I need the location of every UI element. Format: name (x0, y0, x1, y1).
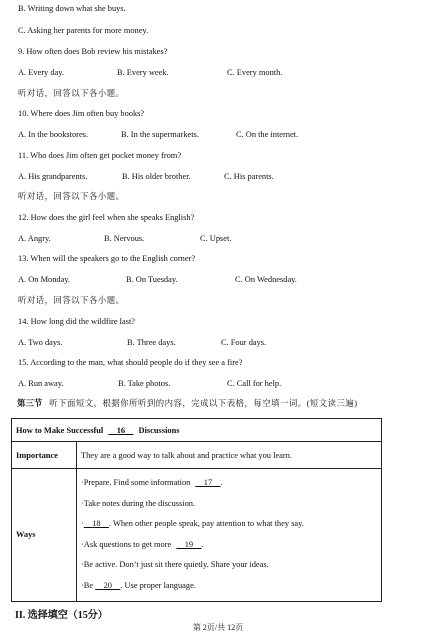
way-listen: · 18 . When other people speak, pay attention to what they say. (81, 519, 304, 529)
question-10: 10. Where does Jim often buy books? (18, 109, 145, 118)
question-11: 11. Who does Jim often get pocket money from? (18, 151, 182, 160)
q10-option-a: A. In the bookstores. (18, 130, 89, 139)
discussion-table (11, 418, 382, 602)
blank-18[interactable] (84, 519, 109, 528)
table-title (12, 419, 382, 442)
q11-option-b: B. His older brother. (122, 172, 191, 181)
importance-row (12, 442, 382, 469)
way-be-polite-text: . Use proper language. (120, 580, 196, 590)
question-15: 15. According to the man, what should people do if they see a fire? (18, 358, 243, 367)
q9-option-a: A. Every day. (18, 68, 64, 77)
section-3-label: 第三节 (17, 399, 43, 408)
blank-16-number: 16 (116, 425, 126, 435)
section-2-heading: II. 选择填空（15分） (15, 610, 108, 621)
listen-instruction-2: 听对话，回答以下各小题。 (18, 192, 125, 201)
question-9: 9. How often does Bob review his mistakes? (18, 47, 168, 56)
way-ask-text: ·Ask questions to get more (81, 539, 172, 549)
q12-option-a: A. Angry. (18, 234, 51, 243)
q13-option-b: B. On Tuesday. (126, 275, 178, 284)
option-c-asking: C. Asking her parents for more money. (18, 26, 149, 35)
table-title-prefix: How to Make Successful (16, 425, 104, 435)
ways-label: Ways (12, 469, 77, 602)
q9-option-c: C. Every month. (227, 68, 283, 77)
ways-row (12, 469, 382, 602)
q11-option-a: A. His grandparents. (18, 172, 88, 181)
table-title-row (12, 419, 382, 442)
way-be-active: ·Be active. Don’t just sit there quietly. Share your ideas. (81, 560, 269, 570)
importance-label: Importance (12, 442, 77, 469)
blank-20-number: 20 (103, 580, 112, 590)
q14-option-b: B. Three days. (127, 338, 176, 347)
blank-18-number: 18 (92, 519, 101, 529)
way-be-text: ·Be (81, 580, 94, 590)
q14-option-c: C. Four days. (221, 338, 267, 347)
listen-instruction-1: 听对话，回答以下各小题。 (18, 89, 125, 98)
q10-option-b: B. In the supermarkets. (121, 130, 199, 139)
option-b-writing: B. Writing down what she buys. (18, 4, 126, 13)
q15-option-c: C. Call for help. (227, 379, 282, 388)
question-12: 12. How does the girl feel when she speaks English? (18, 213, 195, 222)
way-be-polite (81, 576, 377, 597)
blank-19-number: 19 (184, 539, 194, 549)
blank-16[interactable] (108, 426, 133, 435)
ways-list (77, 469, 382, 602)
blank-17-number: 17 (203, 478, 213, 487)
question-13: 13. When will the speakers go to the English corner? (18, 254, 196, 263)
blank-19[interactable] (176, 540, 201, 549)
q15-option-b: B. Take photos. (118, 379, 171, 388)
q11-option-c: C. His parents. (224, 172, 274, 181)
way-ask-questions: ·Ask questions to get more 19 . (81, 539, 204, 549)
q9-option-b: B. Every week. (117, 68, 169, 77)
q13-option-a: A. On Monday. (18, 275, 71, 284)
way-take-notes: ·Take notes during the discussion. (81, 498, 196, 508)
way-prepare-text: ·Prepare. Find some information (81, 478, 191, 487)
question-14: 14. How long did the wildfire last? (18, 317, 135, 326)
way-prepare: ·Prepare. Find some information 17 . (81, 478, 223, 487)
way-listen-text: . When other people speak, pay attention to what they say. (108, 519, 304, 529)
q12-option-b: B. Nervous. (104, 234, 145, 243)
q12-option-c: C. Upset. (200, 234, 232, 243)
q10-option-c: C. On the internet. (236, 130, 299, 139)
table-title-suffix: Discussions (138, 425, 180, 435)
blank-17[interactable] (195, 478, 220, 487)
section-3-heading (17, 398, 358, 409)
q14-option-a: A. Two days. (18, 338, 63, 347)
q13-option-c: C. On Wednesday. (235, 275, 297, 284)
section-3-instruction: 听下面短文，根据你所听到的内容，完成以下表格，每空填一词。(短文读三遍) (49, 399, 358, 408)
page-footer: 第 2页/共 12页 (192, 623, 244, 632)
q15-option-a: A. Run away. (18, 379, 64, 388)
importance-text: They are a good way to talk about and practice what you learn. (77, 442, 382, 469)
blank-20[interactable] (95, 581, 120, 590)
listen-instruction-3: 听对话，回答以下各小题。 (18, 296, 125, 305)
